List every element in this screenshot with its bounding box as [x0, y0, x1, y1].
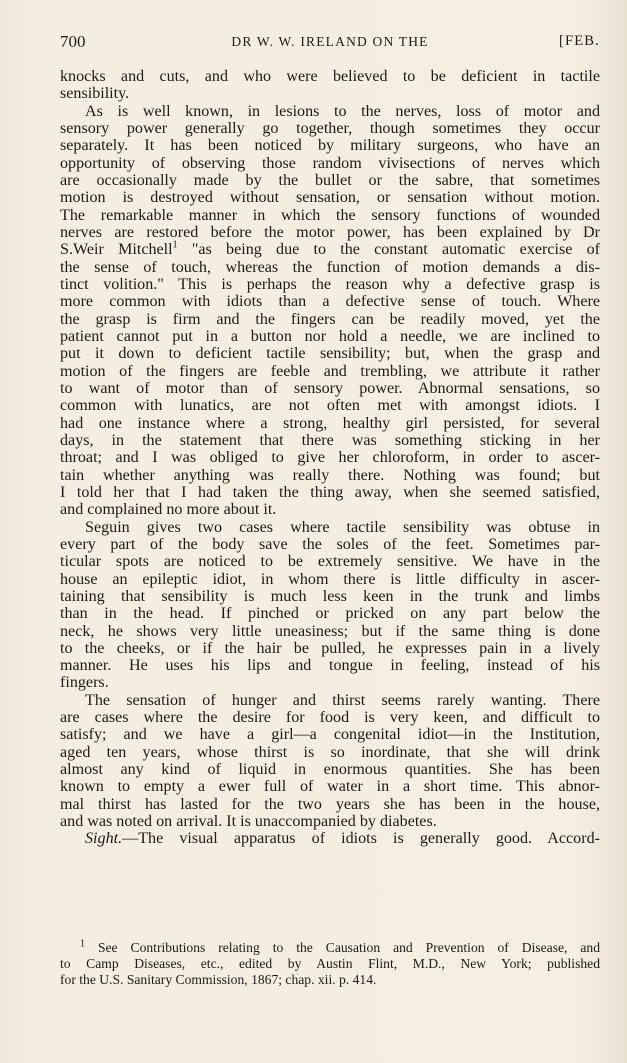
paragraph-start: As is well known, in lesions to the nerves, loss of motor and — [85, 102, 600, 120]
text-line: taining that sensibility is much less keen in the trunk and limbs — [60, 587, 600, 605]
footnote-line: for the U.S. Sanitary Commission, 1867; chap. xii. p. 414. — [60, 972, 377, 987]
text-line: put it down to deficient tactile sensibility; but, when the grasp and — [60, 345, 600, 363]
text-line: tinct volition." This is perhaps the reason why a defective grasp is — [60, 275, 600, 293]
mitchell-name: S.Weir Mitchell — [60, 241, 173, 259]
text-line: aged ten years, whose thirst is so inordinate, that she will drink — [60, 743, 600, 761]
text-line: are cases where the desire for food is very keen, and difficult to — [60, 709, 600, 727]
text-line: more common with idiots than a defective sense of touch. Where — [60, 293, 600, 311]
running-header — [60, 32, 600, 56]
text-line: throat; and I was obliged to give her chloroform, in order to ascer- — [60, 449, 600, 467]
text-line: mal thirst has lasted for the two years she has been in the house, — [60, 795, 600, 813]
footnote-line-text: See Contributions relating to the Causation and Prevention of Disease, and — [97, 940, 600, 955]
text-line: to the cheeks, or if the hair be pulled, he expresses pain in a lively — [60, 639, 600, 657]
text-line: neck, he shows very little uneasiness; but if the same thing is done — [60, 622, 600, 640]
running-title: DR W. W. IRELAND ON THE — [231, 34, 429, 49]
text-line: motion is destroyed without sensation, or sensation without motion. — [60, 189, 600, 207]
text-line: fingers. — [60, 674, 109, 692]
text-line: and was noted on arrival. It is unaccompanied by diabetes. — [60, 813, 437, 831]
text-line: motion of the fingers are feeble and trembling, we attribute it rather — [60, 362, 600, 380]
text-line: nerves are restored before the motor power, has been explained by Dr — [60, 223, 600, 241]
text-line: and complained no more about it. — [60, 501, 277, 519]
text-line: are occasionally made by the bullet or the sabre, that sometimes — [60, 171, 600, 189]
text-line: ticular spots are noticed to be extremely sensitive. We have in the — [60, 553, 600, 571]
text-line: The remarkable manner in which the sensory functions of wounded — [60, 206, 600, 224]
text-line: house an epileptic idiot, in whom there is little difficulty in ascer- — [60, 570, 600, 588]
paragraph-start: The sensation of hunger and thirst seems rarely wanting. There — [85, 691, 600, 709]
footnote-line: to Camp Diseases, etc., edited by Austin Flint, M.D., New York; published — [60, 956, 600, 971]
text-line: satisfy; and we have a girl—a congenital idiot—in the Institution, — [60, 726, 600, 744]
text-line: opportunity of observing those random vivisections of nerves which — [60, 154, 600, 172]
text-line: I told her that I had taken the thing away, when she seemed satisfied, — [60, 483, 600, 501]
text-line: sensibility. — [60, 85, 130, 103]
mitchell-quote: "as being due to the constant automatic exercise of — [191, 241, 600, 259]
text-line: known to empty a ewer full of water in a short time. This abnor- — [60, 778, 600, 796]
text-line: patient cannot put in a button nor hold a needle, we are inclined to — [60, 327, 600, 345]
text-line: every part of the body save the soles of the feet. Sometimes par- — [60, 535, 600, 553]
footnote — [60, 940, 600, 988]
page-number: 700 — [60, 32, 86, 51]
sight-text: —The visual apparatus of idiots is generally good. Accord- — [122, 830, 600, 848]
paragraph-start: Seguin gives two cases where tactile sensibility was obtuse in — [85, 518, 600, 536]
text-line-with-footnote-ref — [60, 241, 600, 258]
sight-heading: Sight. — [85, 830, 123, 848]
text-line: than in the head. If pinched or pricked on any part below the — [60, 605, 600, 623]
text-line: almost any kind of liquid in enormous quantities. She has been — [60, 761, 600, 779]
text-line: separately. It has been noticed by military surgeons, who have an — [60, 137, 600, 155]
text-line: to want of motor than of sensory power. Abnormal sensations, so — [60, 379, 600, 397]
text-line: sensory power generally go together, though sometimes they occur — [60, 119, 600, 137]
paragraph-start-sight — [60, 830, 600, 847]
text-line: tain whether anything was really there. Nothing was found; but — [60, 466, 600, 484]
section-label: [FEB. — [558, 33, 600, 49]
text-line: knocks and cuts, and who were believed to be deficient in tactile — [60, 68, 600, 85]
footnote-line — [60, 940, 600, 956]
text-line: common with lunatics, are not often met with amongst idiots. I — [60, 397, 600, 415]
footnote-reference[interactable]: 1 — [172, 239, 178, 251]
text-line: the grasp is firm and the fingers can be readily moved, yet the — [60, 310, 600, 328]
text-line: days, in the statement that there was something sticking in her — [60, 431, 600, 449]
body-text — [60, 68, 600, 848]
text-line: manner. He uses his lips and tongue in feeling, instead of his — [60, 657, 600, 675]
footnote-marker: 1 — [80, 938, 85, 950]
text-line: had one instance where a strong, healthy girl persisted, for several — [60, 414, 600, 432]
text-line: the sense of touch, whereas the function of motion demands a dis- — [60, 258, 600, 276]
